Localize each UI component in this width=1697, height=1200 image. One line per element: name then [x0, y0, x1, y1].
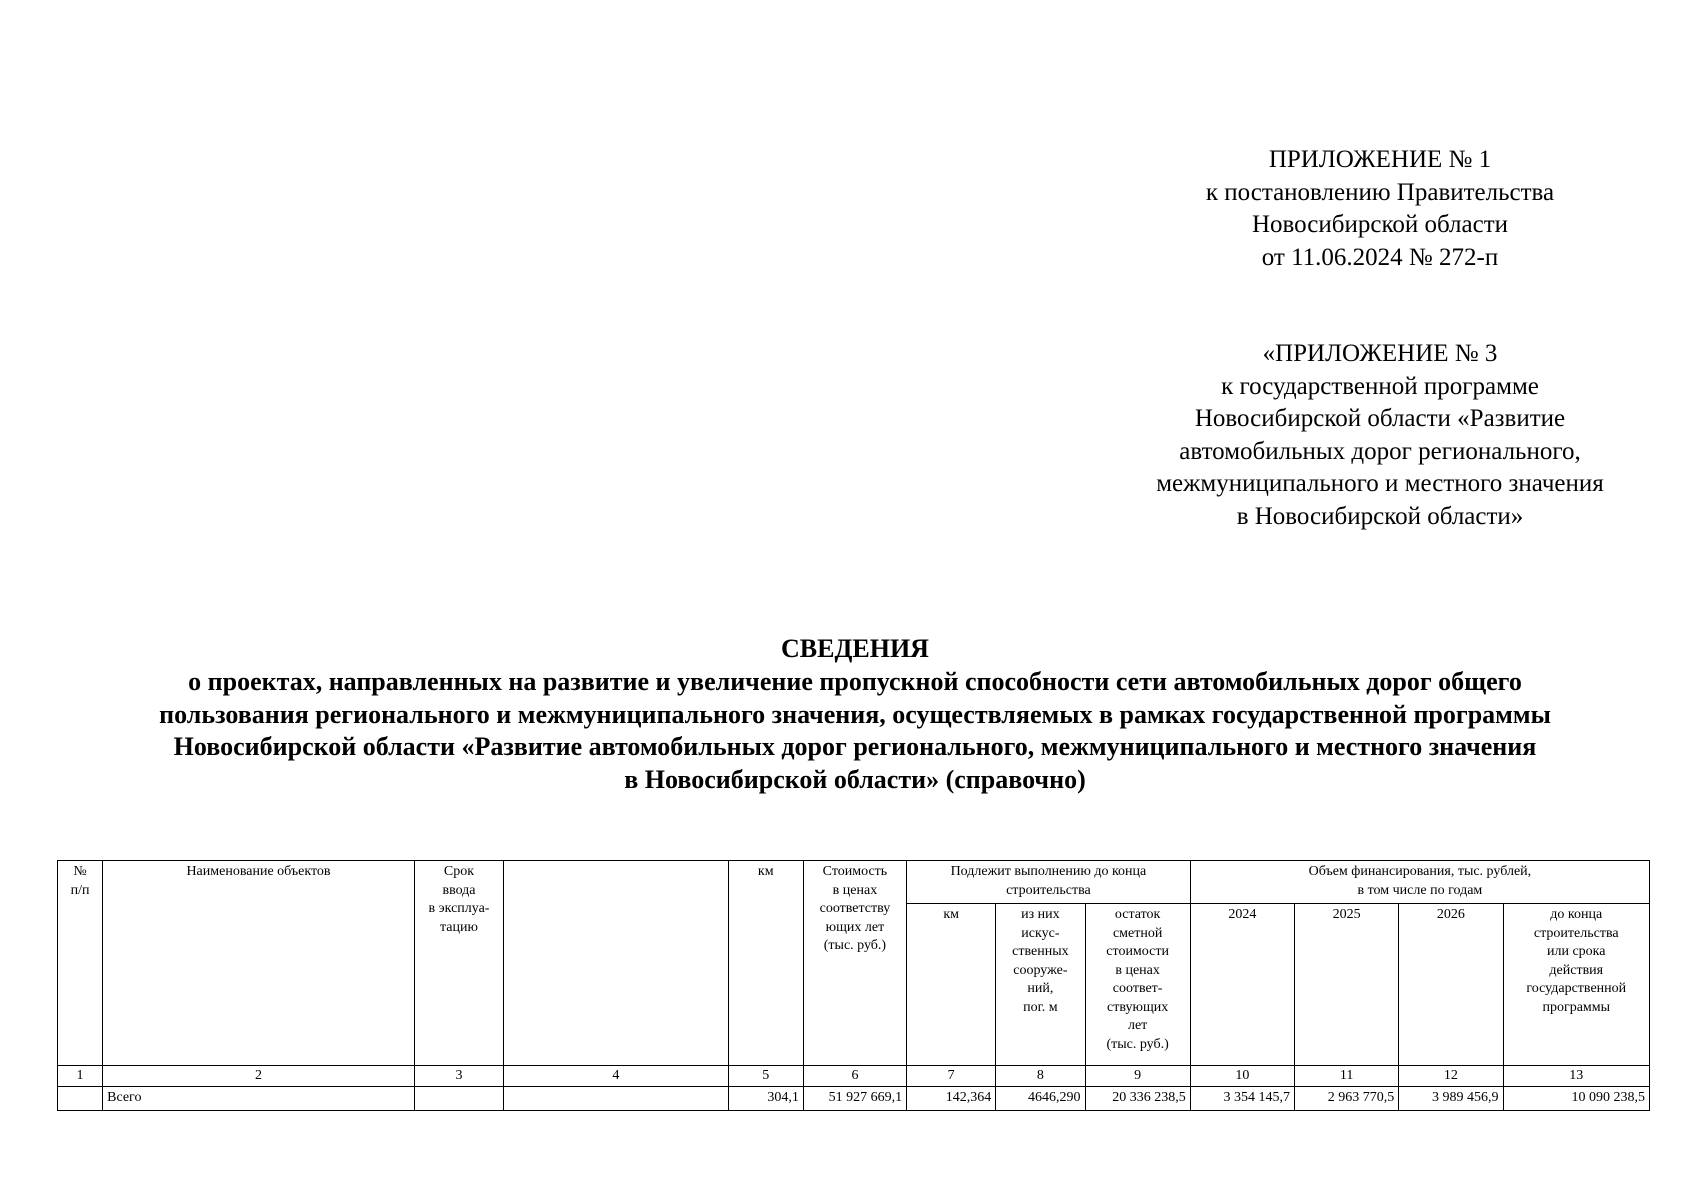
- header-financing: Объем финансирования, тыс. рублей, в том числе по годам: [1190, 861, 1649, 904]
- column-number: 9: [1085, 1066, 1190, 1087]
- column-number: 13: [1503, 1066, 1649, 1087]
- column-number: 2: [103, 1066, 415, 1087]
- column-number: 11: [1295, 1066, 1399, 1087]
- column-number: 5: [728, 1066, 803, 1087]
- column-number: 3: [414, 1066, 503, 1087]
- header-km: км: [728, 861, 803, 1066]
- column-numbers-row: [58, 1066, 1650, 1087]
- total-km: 304,1: [728, 1087, 803, 1111]
- header-term: Срок ввода в эксплуа- тацию: [414, 861, 503, 1066]
- column-number: 12: [1399, 1066, 1503, 1087]
- total-name: Всего: [103, 1087, 415, 1111]
- heading-line: в Новосибирской области» (справочно): [624, 765, 1086, 795]
- header-year-2024: 2024: [1190, 904, 1294, 1066]
- approval-line: автомобильных дорог регионального,: [1179, 437, 1581, 465]
- approval-block-appendix-1: [1130, 144, 1630, 274]
- table-row-total: [58, 1087, 1650, 1111]
- total-until-end: 10 090 238,5: [1503, 1087, 1649, 1111]
- document-title: СВЕДЕНИЯ: [781, 634, 929, 663]
- approval-line: Новосибирской области «Развитие: [1194, 405, 1566, 432]
- approval-line: межмуниципального и местного значения: [1156, 470, 1604, 497]
- column-number: 7: [907, 1066, 996, 1087]
- approval-line: к государственной программе: [1221, 372, 1539, 400]
- approval-block-appendix-3: [1110, 338, 1650, 533]
- header-tc-km: км: [907, 904, 996, 1066]
- header-col4: [504, 861, 729, 1066]
- heading-line: пользования регионального и межмуниципального значения, осуществляемых в рамках государственной программы: [159, 699, 1551, 729]
- approval-line: в Новосибирской области»: [1236, 502, 1524, 530]
- header-year-2025: 2025: [1295, 904, 1399, 1066]
- header-name: Наименование объектов: [103, 861, 415, 1066]
- column-number: 4: [504, 1066, 729, 1087]
- approval-line: «ПРИЛОЖЕНИЕ № 3: [1262, 340, 1498, 367]
- column-number: 6: [803, 1066, 906, 1087]
- heading-line: о проектах, направленных на развитие и увеличение пропускной способности сети автомобильных дорог общего: [188, 666, 1522, 696]
- total-tc-km: 142,364: [907, 1087, 996, 1111]
- header-to-complete: Подлежит выполнению до конца строительства: [907, 861, 1191, 904]
- column-number: 10: [1190, 1066, 1294, 1087]
- total-cost: 51 927 669,1: [803, 1087, 906, 1111]
- approval-line: от 11.06.2024 № 272-п: [1261, 243, 1499, 271]
- total-tc-remainder: 20 336 238,5: [1085, 1087, 1190, 1111]
- total-col4: [504, 1087, 729, 1111]
- header-tc-remainder: остаток сметной стоимости в ценах соответ- ствующих лет (тыс. руб.): [1085, 904, 1190, 1066]
- heading-line: Новосибирской области «Развитие автомобильных дорог регионального, межмуниципального и местного значения: [173, 732, 1537, 762]
- total-year-2025: 2 963 770,5: [1295, 1087, 1399, 1111]
- total-year-2024: 3 354 145,7: [1190, 1087, 1294, 1111]
- header-year-2026: 2026: [1399, 904, 1503, 1066]
- total-year-2026: 3 989 456,9: [1399, 1087, 1503, 1111]
- total-tc-structures: 4646,290: [996, 1087, 1085, 1111]
- header-row: [58, 861, 1650, 904]
- projects-table: [57, 860, 1650, 1111]
- header-tc-structures: из них искус- ственных сооруже- ний, пог. м: [996, 904, 1085, 1066]
- total-num: [58, 1087, 103, 1111]
- approval-line: к постановлению Правительства: [1205, 178, 1555, 206]
- header-until-end: до конца строительства или срока действия государственной программы: [1503, 904, 1649, 1066]
- header-cost: Стоимость в ценах соответству ющих лет (тыс. руб.): [803, 861, 906, 1066]
- document-heading: [60, 633, 1650, 797]
- header-num: № п/п: [58, 861, 103, 1066]
- total-term: [414, 1087, 503, 1111]
- approval-line: ПРИЛОЖЕНИЕ № 1: [1268, 146, 1492, 173]
- column-number: 8: [996, 1066, 1085, 1087]
- approval-line: Новосибирской области: [1251, 211, 1509, 238]
- column-number: 1: [58, 1066, 103, 1087]
